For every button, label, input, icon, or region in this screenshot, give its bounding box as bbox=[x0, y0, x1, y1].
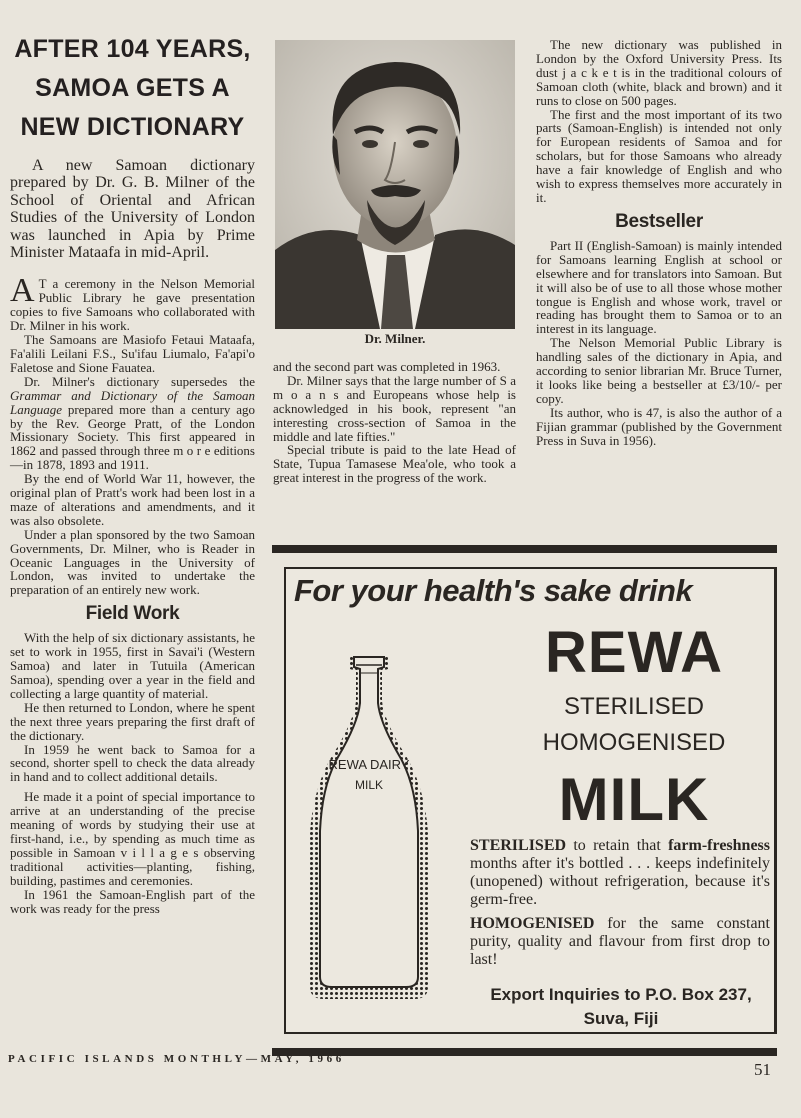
body-paragraph: Part II (English-Samoan) is mainly intended for Samoans learning English at school or elsewhere and for translators into Samoan. But it will also be of use to all those whose mother tongue is English and whose work, travel or reading has brought them to Samoa or to an interest in its language. bbox=[536, 237, 782, 337]
body-paragraph: With the help of six dictionary assistants, he set to work in 1955, first in Savai'i (Western Samoa) and later in Tutuila (American Samoa), spending over a year in the field and collecting a large quantity of material. bbox=[10, 630, 255, 701]
ad-slogan: For your health's sake drink bbox=[294, 573, 693, 608]
body-paragraph: Under a plan sponsored by the two Samoan Governments, Dr. Milner, who is Reader in Oceanic Languages in the University of London, was invited to undertake the preparation of an entirely new work. bbox=[10, 526, 255, 598]
rewa-milk-advertisement bbox=[272, 545, 777, 1056]
ad-paragraph-homogenised: HOMOGENISED for the same constant purity, quality and flavour from first drop to last! bbox=[470, 915, 770, 968]
milk-bottle-illustration bbox=[304, 651, 454, 1001]
export-inquiries: Export Inquiries to P.O. Box 237, Suva, Fiji bbox=[490, 985, 752, 1028]
body-paragraph: In 1959 he went back to Samoa for a second, shorter spell to check the data already in hand and to collect additional details. bbox=[10, 741, 255, 785]
body-paragraph: and the second part was completed in 1963. bbox=[273, 359, 501, 374]
subhead-field-work: Field Work bbox=[85, 603, 180, 625]
page-number: 51 bbox=[754, 1060, 771, 1079]
body-paragraph: By the end of World War 11, however, the original plan of Pratt's work had been lost in a maze of alterations and amendments, and it was also obsolete. bbox=[10, 471, 255, 528]
ad-frame bbox=[284, 567, 777, 1034]
body-paragraph: The Samoans are Masiofo Fetaui Mataafa, Fa'alili Leilani F.S., Su'ifau Liumalo, Fa'api'o Faletose and Sione Fauatea. bbox=[10, 332, 255, 375]
portrait-image bbox=[275, 40, 515, 329]
body-paragraph: Special tribute is paid to the late Head of State, Tupua Tamasese Mea'ole, who took a great interest in the progress of the work. bbox=[273, 442, 516, 486]
body-paragraph: The new dictionary was published in London by the Oxford University Press. Its dust j a c k e t is in the traditional colours of Samoan cloth (white, black and brown) and it runs to close on 500 pages. bbox=[536, 37, 782, 108]
column-2 bbox=[273, 360, 516, 485]
subhead-bestseller: Bestseller bbox=[615, 210, 703, 232]
body-paragraph: Dr. Milner says that the large number of S a m o a n s and Europeans whose help is acknowledged in his book, represent "an interesting cross-section of Samoa in the middle and late fifties." bbox=[273, 372, 516, 444]
headline-line-1: AFTER 104 YEARS, bbox=[14, 35, 251, 63]
photo-caption: Dr. Milner. bbox=[364, 331, 426, 346]
bottle-label-2: MILK bbox=[354, 778, 384, 792]
ad-paragraph-sterilised: STERILISED to retain that farm-freshness months after it's bottled . . . keeps indefinitely (unopened) without refrigeration, because it's germ-free. bbox=[470, 837, 770, 908]
column-1 bbox=[10, 30, 255, 915]
body-paragraph: The first and the most important of its two parts (Samoan-English) is intended not only for European residents of Samoa and for scholars, but for those Samoans who already have a fair knowledge of English and who wish to express themselves more accurately in it. bbox=[536, 106, 782, 205]
headline-line-3: NEW DICTIONARY bbox=[20, 113, 245, 141]
headline-line-2: SAMOA GETS A bbox=[35, 74, 230, 102]
page-footer: PACIFIC ISLANDS MONTHLY—MAY, 1966 bbox=[8, 1053, 345, 1065]
body-paragraph: He made it a point of special importance to arrive at an understanding of the precise meaning of words by studying their use at first-hand, i.e., by spending as much time as possible in Samoan v i l l a g e s observing traditional activities—planting, fishing, building, pastimes and ceremonies. bbox=[10, 789, 255, 888]
portrait-photo bbox=[275, 40, 515, 329]
headline bbox=[10, 30, 255, 147]
column-3 bbox=[536, 38, 782, 447]
product-name: MILK bbox=[558, 766, 710, 833]
bottle-label-1: REWA DAIRY bbox=[328, 757, 410, 772]
body-paragraph: A T a ceremony in the Nelson Memorial Public Library he gave presentation copies to five Samoans who collaborated with Dr. Milner in his work. bbox=[10, 272, 255, 334]
body-paragraph: Dr. Milner's dictionary supersedes the Grammar and Dictionary of the Samoan Language prepared more than a century ago by the Rev. George Pratt, of the London Missionary Society. This first appeared in 1862 and passed through three m o r e editions—in 1878, 1893 and 1911. bbox=[10, 373, 255, 473]
body-paragraph: Its author, who is 47, is also the author of a Fijian grammar (published by the Government Press in Suva in 1956). bbox=[536, 404, 782, 448]
brand-line-homogenised: HOMOGENISED bbox=[542, 729, 726, 756]
body-paragraph: The Nelson Memorial Public Library is handling sales of the dictionary in Apia, and according to senior librarian Mr. Bruce Turner, it looks like being a bestseller at £3/10/- per copy. bbox=[536, 335, 782, 406]
brand-line-sterilised: STERILISED bbox=[563, 693, 705, 720]
brand-name: REWA bbox=[545, 620, 723, 685]
body-paragraph: In 1961 the Samoan-English part of the work was ready for the press bbox=[10, 886, 255, 916]
drop-cap: A bbox=[10, 272, 35, 310]
body-paragraph: He then returned to London, where he spent the next three years preparing the first draft of the dictionary. bbox=[10, 699, 255, 743]
lead-paragraph: A new Samoan dictionary prepared by Dr. G. B. Milner of the School of Oriental and African Studies of the University of London was launched in Apia by Prime Minister Mataafa in mid-April. bbox=[10, 157, 255, 262]
